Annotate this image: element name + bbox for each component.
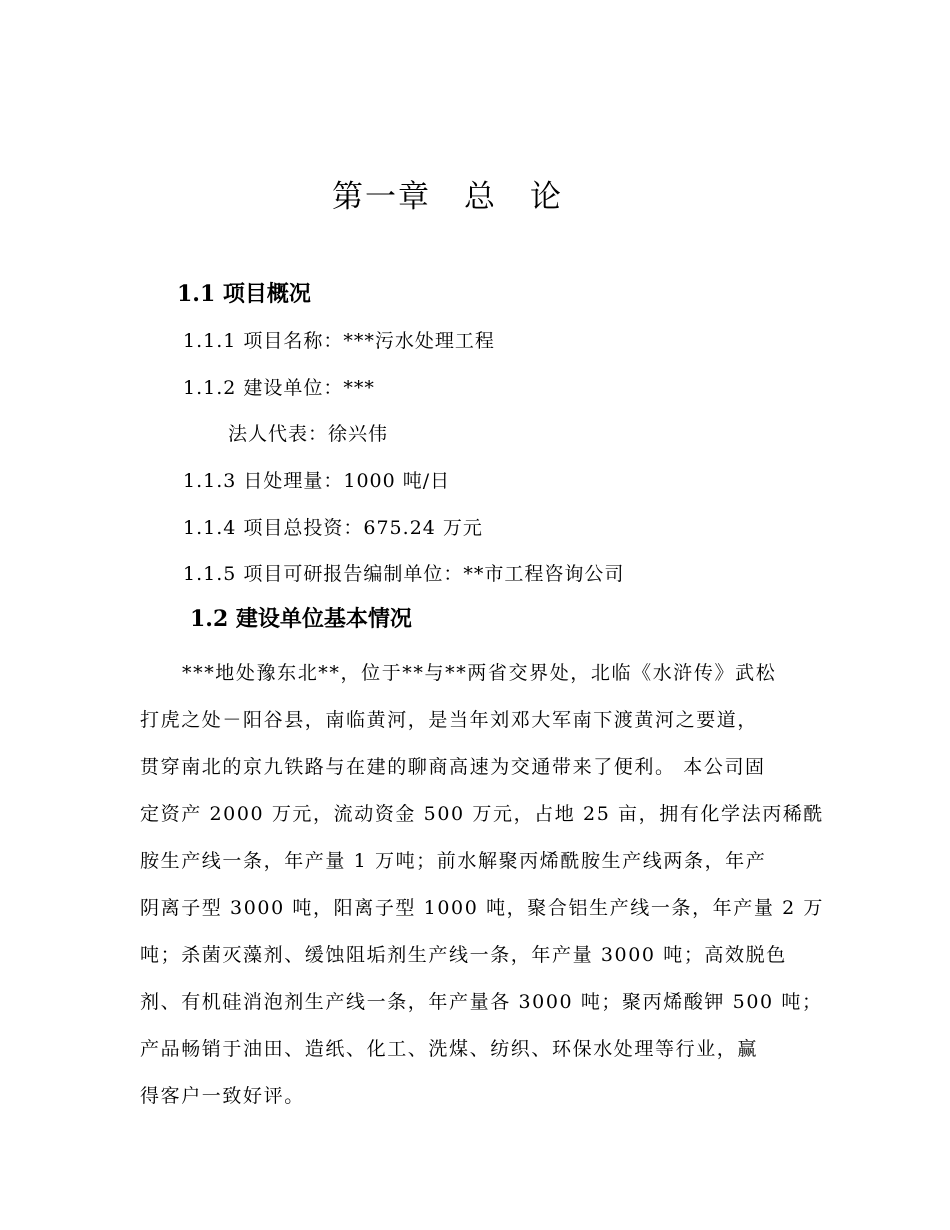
item-report-unit: 1.1.5 项目可研报告编制单位：**市工程咨询公司 [183, 563, 625, 585]
paragraph-line: 产品畅销于油田、造纸、化工、洗煤、纺织、环保水处理等行业，赢 [140, 1038, 759, 1060]
section-heading-1-1: 1.1 项目概况 [177, 281, 311, 307]
paragraph-line: 得客户一致好评。 [140, 1085, 305, 1107]
chapter-title: 第一章 总 论 [332, 179, 563, 215]
paragraph-line: 阴离子型 3000 吨，阳离子型 1000 吨，聚合铝生产线一条，年产量 2 万 [140, 897, 825, 919]
item-project-name: 1.1.1 项目名称：***污水处理工程 [183, 330, 495, 352]
paragraph-line: 剂、有机硅消泡剂生产线一条，年产量各 3000 吨；聚丙烯酸钾 500 吨； [140, 991, 823, 1013]
paragraph-line: 吨；杀菌灭藻剂、缓蚀阻垢剂生产线一条，年产量 3000 吨；高效脱色 [140, 944, 787, 966]
paragraph-line: 打虎之处－阳谷县，南临黄河，是当年刘邓大军南下渡黄河之要道， [140, 709, 759, 731]
item-construction-unit: 1.1.2 建设单位：*** [183, 377, 375, 399]
item-total-investment: 1.1.4 项目总投资：675.24 万元 [183, 517, 483, 539]
paragraph-line: 定资产 2000 万元，流动资金 500 万元，占地 25 亩，拥有化学法丙稀酰 [140, 803, 825, 825]
company-description [140, 650, 825, 1120]
item-daily-capacity: 1.1.3 日处理量：1000 吨/日 [183, 470, 451, 492]
paragraph-line: 贯穿南北的京九铁路与在建的聊商高速为交通带来了便利。 本公司固 [140, 756, 766, 778]
paragraph-line: ***地处豫东北**，位于**与**两省交界处，北临《水浒传》武松 [182, 662, 777, 684]
item-legal-representative: 法人代表：徐兴伟 [228, 423, 389, 445]
paragraph-line: 胺生产线一条，年产量 1 万吨；前水解聚丙烯酰胺生产线两条，年产 [140, 850, 767, 872]
section-heading-1-2: 1.2 建设单位基本情况 [190, 606, 412, 632]
